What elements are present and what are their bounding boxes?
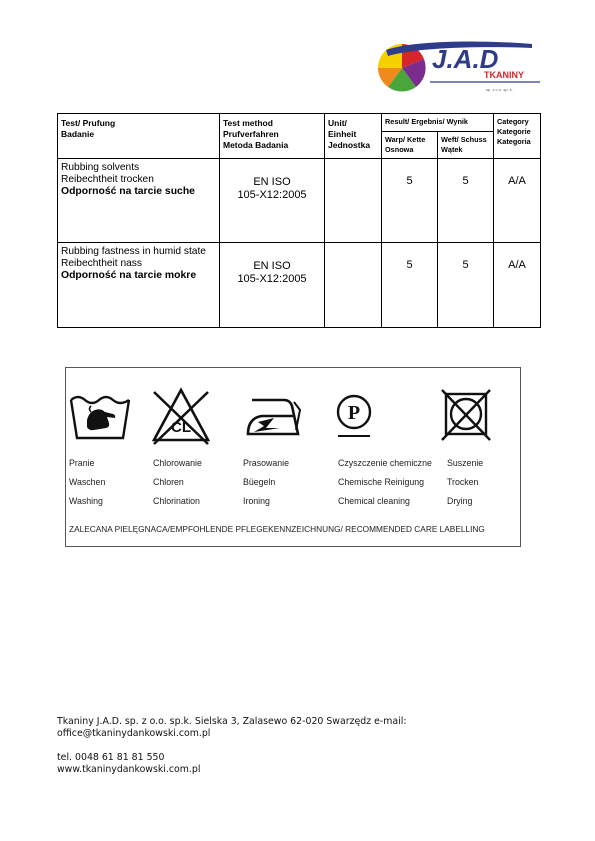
- row-test-en: Rubbing fastness in humid state: [61, 246, 206, 257]
- header-category-en: Category: [497, 117, 529, 126]
- header-result: Result/ Ergebnis/ Wynik: [382, 114, 494, 132]
- row-method-line2: 105-X12:2005: [237, 189, 307, 201]
- header-category-pl: Kategoria: [497, 137, 531, 146]
- row-weft: 5: [438, 243, 494, 328]
- header-unit-en: Unit/: [328, 118, 347, 128]
- care-label-de: Büegeln: [243, 477, 276, 487]
- row-test: [58, 159, 220, 243]
- p-text: P: [347, 402, 361, 424]
- header-unit-de: Einheit: [328, 129, 357, 139]
- care-label-box: [65, 367, 521, 547]
- row-category: A/A: [494, 159, 541, 243]
- row-method-line2: 105-X12:2005: [237, 273, 307, 285]
- care-label-pl: Pranie: [69, 458, 95, 468]
- header-test: [58, 114, 220, 159]
- row-method: [220, 159, 325, 243]
- no-chlorine-icon: [150, 386, 212, 446]
- footer-website[interactable]: www.tkaninydankowski.com.pl: [57, 764, 201, 775]
- row-method-line1: EN ISO: [253, 260, 291, 272]
- header-method: [220, 114, 325, 159]
- care-label-pl: Prasowanie: [243, 458, 289, 468]
- logo-sub: sp. z o.o. sp. k.: [486, 87, 513, 92]
- logo-tagline: TKANINY: [484, 70, 524, 80]
- header-category: [494, 114, 541, 159]
- no-tumble-dry-icon: [440, 388, 492, 442]
- header-unit: [325, 114, 382, 159]
- row-category: A/A: [494, 243, 541, 328]
- header-weft-pl: Wątek: [441, 145, 463, 154]
- header-warp: [382, 132, 438, 159]
- header-test-pl: Badanie: [61, 129, 95, 139]
- header-test-en: Test/ Prufung: [61, 118, 116, 128]
- row-test-de: Reibechtheit trocken: [61, 174, 154, 185]
- cl-text: CL: [171, 419, 191, 436]
- results-table: [57, 113, 541, 328]
- row-weft: 5: [438, 159, 494, 243]
- row-test-pl: Odporność na tarcie suche: [61, 186, 195, 197]
- care-label-de: Waschen: [69, 477, 106, 487]
- care-label-en: Ironing: [243, 496, 270, 506]
- care-label-pl: Suszenie: [447, 458, 484, 468]
- company-logo: [374, 38, 542, 96]
- header-unit-pl: Jednostka: [328, 140, 371, 150]
- care-label-de: Chemische Reinigung: [338, 477, 425, 487]
- ironing-icon: [244, 394, 306, 442]
- washing-icon: [69, 390, 131, 442]
- header-method-pl: Metoda Badania: [223, 140, 289, 150]
- header-warp-pl: Osnowa: [385, 145, 414, 154]
- care-label-en: Chlorination: [153, 496, 200, 506]
- row-method: [220, 243, 325, 328]
- row-test: [58, 243, 220, 328]
- row-warp: 5: [382, 159, 438, 243]
- dry-cleaning-icon: [334, 392, 374, 442]
- row-test-en: Rubbing solvents: [61, 162, 140, 173]
- care-label-pl: Chlorowanie: [153, 458, 202, 468]
- logo-graphic: [374, 38, 542, 96]
- row-method-line1: EN ISO: [253, 176, 291, 188]
- header-warp-en: Warp/ Kette: [385, 135, 426, 144]
- row-unit: [325, 243, 382, 328]
- footer-address: Tkaniny J.A.D. sp. z o.o. sp.k. Sielska 3, Zalasewo 62-020 Swarzędz e-mail:: [57, 716, 407, 727]
- care-footer: ZALECANA PIELĘGNACA/EMPFOHLENDE PFLEGEKENNZEICHNUNG/ RECOMMENDED CARE LABELLING: [69, 524, 485, 534]
- header-weft-en: Weft/ Schuss: [441, 135, 487, 144]
- care-label-de: Trocken: [447, 477, 479, 487]
- header-weft: [438, 132, 494, 159]
- row-unit: [325, 159, 382, 243]
- care-label-en: Drying: [447, 496, 473, 506]
- care-label-en: Washing: [69, 496, 103, 506]
- header-method-de: Prufverfahren: [223, 129, 279, 139]
- logo-brand: J.A.D: [432, 44, 499, 74]
- care-label-en: Chemical cleaning: [338, 496, 410, 506]
- header-method-en: Test method: [223, 118, 273, 128]
- care-label-de: Chloren: [153, 477, 184, 487]
- footer-email[interactable]: office@tkaninydankowski.com.pl: [57, 728, 211, 739]
- table-row: [58, 243, 541, 328]
- row-warp: 5: [382, 243, 438, 328]
- header-category-de: Kategorie: [497, 127, 531, 136]
- table-row: [58, 159, 541, 243]
- care-label-pl: Czyszczenie chemiczne: [338, 458, 432, 468]
- footer-phone: tel. 0048 61 81 81 550: [57, 752, 165, 763]
- row-test-de: Reibechtheit nass: [61, 258, 142, 269]
- row-test-pl: Odporność na tarcie mokre: [61, 270, 197, 281]
